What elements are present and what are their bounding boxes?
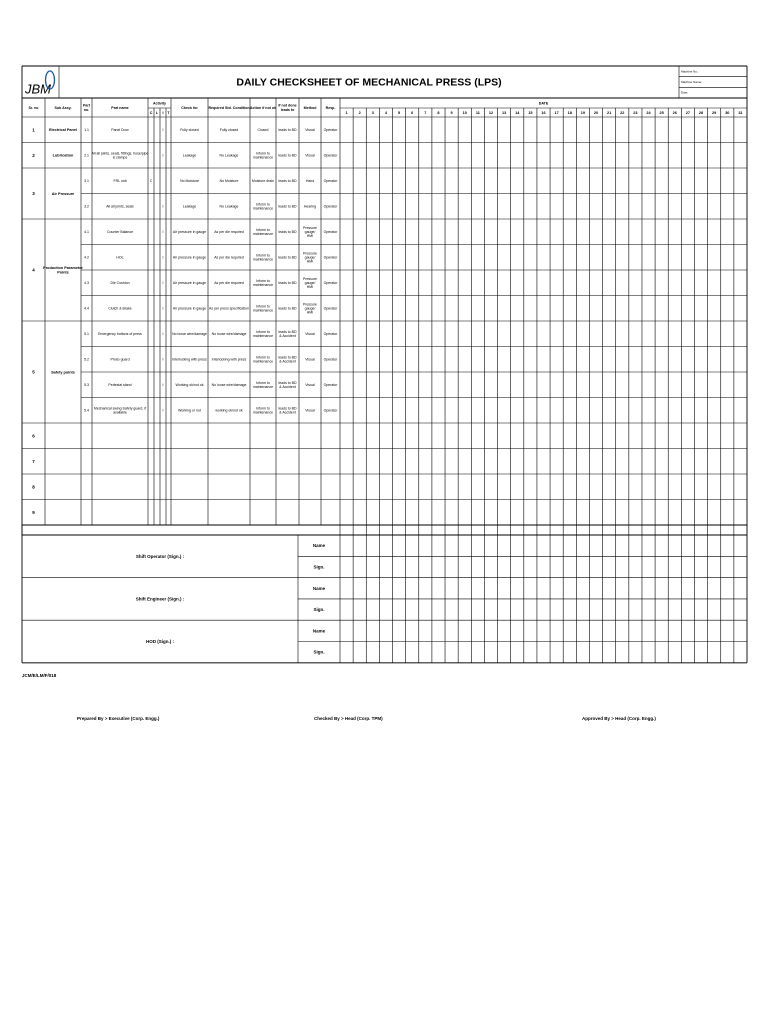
row-part-no: 1.1 — [84, 127, 89, 132]
header-day-number: 16 — [541, 110, 546, 115]
header-day-number: 22 — [620, 110, 625, 115]
jbm-logo — [24, 71, 55, 97]
header-day-number: 11 — [475, 110, 480, 115]
row-method: Visual — [305, 408, 315, 413]
row-action: Inform to maintenance — [252, 380, 274, 390]
row-part-no: 4.3 — [84, 280, 89, 285]
row-check-for: No Moisture — [180, 178, 199, 183]
row-activity-mark: I — [162, 382, 164, 387]
group-sr-no: 6 — [32, 433, 35, 439]
header-day-number: 5 — [398, 110, 401, 115]
header-check-for: Check for — [181, 105, 198, 110]
row-required-std: No loose wire/damage — [211, 382, 247, 387]
row-activity-mark: I — [162, 306, 164, 311]
row-required-std: No Leakage — [219, 153, 239, 158]
header-day-number: 21 — [607, 110, 612, 115]
header-day-number: 4 — [384, 110, 388, 115]
row-action: Inform to maintenance — [252, 329, 274, 339]
header-day-number: 13 — [501, 110, 507, 115]
row-method: Hearing — [303, 204, 317, 209]
row-resp: Operator — [323, 331, 338, 336]
row-check-for: Working ok/not ok — [175, 382, 204, 387]
group-sr-no: 8 — [32, 484, 35, 490]
row-leads-to: leads to BD — [278, 178, 297, 183]
header-day-number: 24 — [646, 110, 651, 115]
group-label: Lubrication — [52, 153, 74, 158]
group-label: Safety points — [51, 370, 75, 375]
row-part-name: All all joints, seals — [106, 204, 134, 209]
signature-name-label: Name — [312, 585, 326, 591]
row-activity-mark: I — [162, 331, 164, 336]
row-action: Inform to maintenance — [252, 227, 274, 237]
row-action: Inform to maintenance — [252, 304, 274, 313]
group-sr-no: 4 — [32, 267, 35, 273]
row-resp: Operator — [323, 280, 338, 285]
row-required-std: Fully closed — [219, 127, 239, 132]
row-resp: Operator — [323, 229, 338, 234]
header-activity: Activity — [153, 101, 166, 106]
group-sr-no: 5 — [32, 369, 35, 375]
row-method: Pressure gauge/ HMI — [302, 302, 318, 315]
header-resp: Resp. — [325, 105, 336, 110]
row-action: Inform to maintenance — [252, 278, 274, 288]
row-leads-to: leads to BD — [278, 306, 297, 311]
header-required-std: Required Std. Condition — [208, 105, 250, 110]
row-required-std: No Moisture — [219, 178, 239, 183]
row-required-std: As per die required — [214, 280, 244, 285]
group-sr-no: 7 — [32, 458, 35, 464]
row-part-name: Panel Door — [111, 127, 129, 132]
row-leads-to: leads to BD & Accident — [278, 355, 297, 364]
row-activity-mark: I — [162, 204, 164, 209]
row-activity-mark: I — [162, 408, 164, 413]
row-method: Pressure gauge/ HMI — [302, 225, 318, 239]
row-resp: Operator — [323, 255, 338, 260]
row-resp: Operator — [323, 127, 338, 132]
group-sr-no: 1 — [32, 127, 35, 133]
row-method: Hand — [305, 178, 315, 183]
meta-field-label: Machine Name: — [681, 80, 703, 85]
signature-block-label: HOD (Sign.) : — [146, 639, 174, 645]
header-date: DATE — [538, 101, 549, 106]
row-part-name: HOL — [116, 255, 124, 260]
header-sr-no: Sr. no — [28, 105, 39, 110]
header-activity-code: T — [167, 110, 170, 115]
row-leads-to: leads to BD & Accident — [278, 380, 297, 390]
row-required-std: working ok/not ok — [215, 408, 243, 413]
header-day-number: 2 — [358, 110, 361, 115]
row-required-std: No loose wire/damage — [211, 331, 247, 336]
header-day-number: 9 — [450, 110, 453, 115]
header-day-number: 17 — [554, 110, 559, 115]
signature-name-label: Name — [312, 628, 326, 634]
row-check-for: Working or not — [178, 408, 201, 413]
row-check-for: Leakage — [182, 153, 197, 158]
signature-sign-label: Sign. — [313, 649, 325, 655]
row-part-no: 5.2 — [84, 357, 89, 362]
row-part-no: 4.4 — [84, 306, 89, 311]
row-resp: Operator — [323, 306, 338, 311]
row-check-for: Leakage — [182, 204, 197, 209]
row-required-std: As per die required — [214, 255, 244, 260]
row-part-name: Pedestal stand — [108, 382, 132, 387]
table-grid-lines — [22, 66, 747, 663]
header-day-number: 29 — [712, 110, 717, 115]
row-leads-to: leads to BD — [278, 204, 297, 209]
row-action: Inform to maintenance — [252, 355, 274, 364]
group-label: Production Parameter Points — [43, 266, 83, 275]
row-part-no: 4.1 — [84, 229, 89, 234]
row-resp: Operator — [323, 204, 338, 209]
row-part-no: 5.3 — [84, 382, 89, 387]
row-required-std: Interlocking with press — [211, 357, 247, 362]
row-method: Pressure gauge/ HMI — [302, 276, 318, 290]
row-leads-to: leads to BD — [278, 229, 297, 234]
row-check-for: Air pressure in gauge — [172, 255, 207, 260]
header-activity-code: C — [149, 110, 153, 115]
header-action: Action if not ok — [249, 105, 277, 110]
group-sr-no: 9 — [32, 509, 35, 515]
row-resp: Operator — [323, 178, 338, 183]
row-action: Inform to maintenance — [252, 406, 274, 415]
row-activity-mark: I — [162, 255, 164, 260]
header-day-number: 18 — [567, 110, 572, 115]
header-day-number: 12 — [488, 110, 494, 115]
document-code: JCM/E/LM/F/018 — [22, 673, 57, 678]
header-day-number: 28 — [698, 110, 704, 115]
header-day-number: 26 — [672, 110, 677, 115]
checked-by: Checked By > Head (Corp. TPM) — [314, 716, 383, 721]
row-required-std: As per press specification — [209, 306, 249, 311]
logo-text: JBM — [25, 81, 51, 97]
row-leads-to: leads to BD — [278, 153, 297, 158]
header-day-number: 1 — [345, 110, 348, 115]
row-part-name: Mechanical swing Safety guard, if available — [93, 406, 147, 415]
header-day-number: 20 — [593, 110, 599, 115]
header-day-number: 6 — [411, 110, 414, 115]
header-day-number: 27 — [685, 110, 691, 115]
signature-sign-label: Sign. — [313, 607, 325, 613]
row-resp: Operator — [323, 357, 338, 362]
header-leads-to: If not done leads to — [278, 103, 297, 112]
row-part-no: 4.2 — [84, 255, 89, 260]
signature-sign-label: Sign. — [313, 564, 325, 570]
row-activity-mark: I — [162, 280, 164, 285]
row-method: Visual — [305, 153, 315, 158]
header-day-number: 7 — [424, 110, 427, 115]
header-activity-code: L — [155, 110, 159, 115]
row-activity-mark: I — [162, 127, 164, 132]
header-day-number: 3 — [371, 110, 374, 115]
header-day-number: 23 — [633, 110, 638, 115]
row-part-name: Photo guard — [110, 357, 130, 362]
row-action: Inform to maintenance — [252, 253, 274, 262]
header-day-number: 15 — [528, 110, 533, 115]
row-part-no: 5.4 — [84, 408, 89, 413]
row-part-no: 2.1 — [84, 153, 89, 158]
row-method: Pressure gauge/ HMI — [302, 251, 318, 264]
row-action: Moisture drain — [251, 178, 275, 183]
row-part-no: 5.1 — [84, 331, 89, 336]
row-required-std: No Leakage — [219, 204, 239, 209]
row-required-std: As per die required — [214, 229, 244, 234]
meta-field-label: Date: — [681, 90, 689, 95]
header-part-no: Part no. — [83, 103, 90, 112]
group-sr-no: 3 — [32, 191, 35, 197]
row-check-for: Interlocking with press — [172, 357, 207, 362]
row-activity-mark: C — [149, 178, 153, 183]
row-part-no: 3.2 — [84, 204, 89, 209]
row-leads-to: leads to BD — [278, 127, 297, 132]
header-sub-assy: Sub Assy. — [54, 105, 72, 110]
row-leads-to: leads to BD & Accident — [278, 406, 297, 415]
row-leads-to: leads to BD — [278, 280, 297, 285]
row-action: Inform to maintenance — [252, 151, 274, 160]
row-activity-mark: I — [162, 153, 164, 158]
prepared-by: Prepared By > Executive (Corp. Engg.) — [77, 716, 160, 721]
row-part-name: Counter Balance — [106, 229, 134, 234]
header-day-number: 25 — [659, 110, 664, 115]
row-part-no: 3.1 — [84, 178, 89, 183]
header-part-name: Part name — [111, 105, 129, 110]
group-sr-no: 2 — [32, 152, 35, 158]
signature-block-label: Shift Operator (Sign.) : — [135, 553, 185, 559]
row-check-for: Air pressure in gauge — [172, 229, 207, 234]
approved-by: Approved By > Head (Corp. Engg.) — [582, 716, 656, 721]
group-label: Electrical Panel — [48, 128, 78, 133]
row-check-for: Fully closed — [180, 127, 199, 132]
row-resp: Operator — [323, 382, 338, 387]
header-day-number: 8 — [437, 110, 440, 115]
row-part-name: FRL unit — [113, 178, 127, 183]
row-action: Closed — [257, 127, 269, 132]
header-method: Method — [303, 105, 317, 110]
row-check-for: No loose wire/damage — [172, 331, 207, 336]
row-part-name: Die Cushion — [110, 280, 130, 285]
row-activity-mark: I — [162, 357, 164, 362]
row-method: Visual — [305, 357, 315, 362]
row-method: Visual — [305, 331, 315, 336]
row-part-name: All all joints, seals, fittings, hose/pipe & clamps — [91, 151, 149, 160]
signature-block-label: Shift Engineer (Sign.) : — [135, 596, 185, 602]
header-day-number: 30 — [725, 110, 730, 115]
row-method: Visual — [305, 127, 315, 132]
row-action: Inform to maintenance — [252, 202, 274, 211]
header-day-number: 10 — [462, 110, 467, 115]
row-part-name: Clutch & Brake — [108, 306, 132, 311]
header-activity-code: I — [162, 110, 164, 115]
header-day-number: 19 — [580, 110, 586, 115]
row-part-name: Emergency buttons of press — [98, 331, 142, 336]
meta-field-label: Machine No.: — [681, 69, 699, 74]
row-leads-to: leads to BD & Accident — [278, 329, 297, 339]
row-leads-to: leads to BD — [278, 255, 297, 260]
row-check-for: Air pressure in gauge — [172, 306, 207, 311]
page-title: DAILY CHECKSHEET OF MECHANICAL PRESS (LPS) — [236, 76, 502, 89]
row-check-for: Air pressure in gauge — [172, 280, 207, 285]
group-label: Air Pressure — [51, 191, 75, 196]
row-activity-mark: I — [162, 229, 164, 234]
row-resp: Operator — [323, 153, 338, 158]
row-resp: Operator — [323, 408, 338, 413]
header-day-number: 31 — [738, 110, 743, 115]
row-method: Visual — [305, 382, 315, 387]
header-day-number: 14 — [515, 110, 520, 115]
signature-name-label: Name — [312, 543, 326, 549]
table-text — [29, 69, 743, 654]
